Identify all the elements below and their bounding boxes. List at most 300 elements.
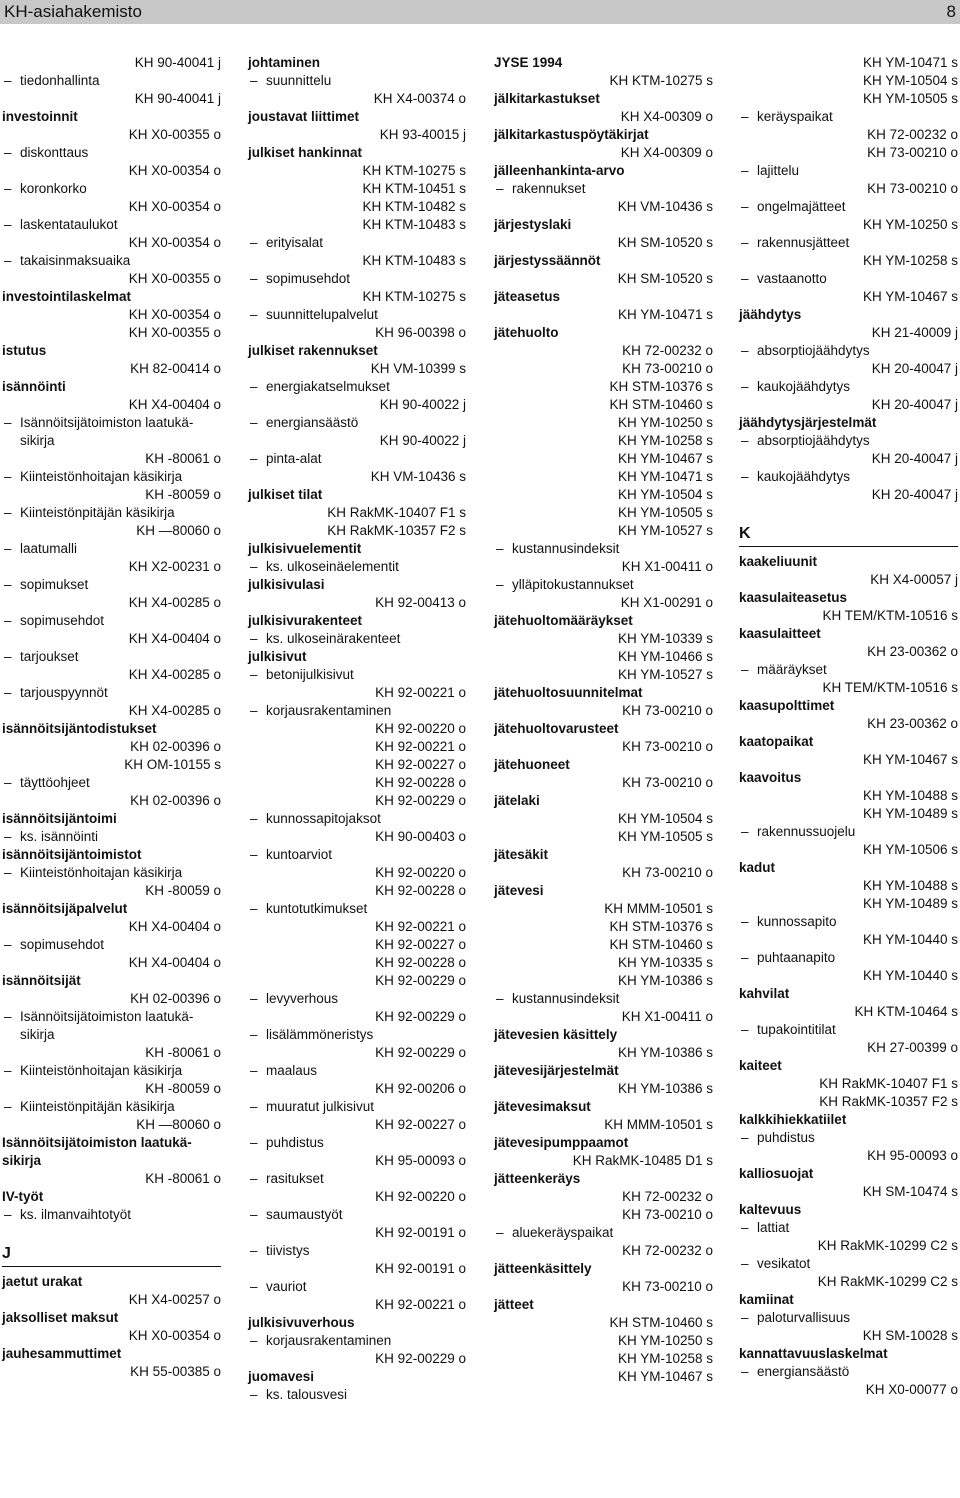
- index-reference: KH 73-00210 o: [622, 865, 713, 880]
- index-heading: juomavesi: [248, 1369, 315, 1384]
- index-heading: investointilaskelmat: [2, 289, 132, 304]
- index-heading: JYSE 1994: [494, 55, 563, 70]
- index-reference: KH KTM-10483 s: [362, 217, 466, 232]
- index-reference: KH 27-00399 o: [867, 1040, 958, 1055]
- index-reference: KH 92-00229 o: [375, 793, 466, 808]
- index-heading: isännöitsijäntoimistot: [2, 847, 142, 862]
- index-subentry: – tiivistys: [248, 1242, 466, 1260]
- index-reference: KH X4-00374 o: [373, 91, 466, 106]
- index-reference: KH YM-10386 s: [617, 973, 713, 988]
- index-heading: jätteenkeräys: [494, 1171, 581, 1186]
- index-reference: KH SM-10520 s: [617, 271, 713, 286]
- index-reference: KH YM-10335 s: [617, 955, 713, 970]
- index-subentry: – rakennusjätteet: [739, 234, 958, 252]
- index-heading: jätevesi: [494, 883, 544, 898]
- index-reference: KH 92-00221 o: [375, 685, 466, 700]
- index-subentry: – kunnossapitojaksot: [248, 810, 466, 828]
- index-reference: KH YM-10250 s: [862, 217, 958, 232]
- index-reference: KH 72-00232 o: [867, 127, 958, 142]
- index-subentry: – laskentataulukot: [2, 216, 221, 234]
- index-reference: KH YM-10250 s: [617, 415, 713, 430]
- index-reference: KH YM-10527 s: [617, 667, 713, 682]
- index-heading: isännöitsijäpalvelut: [2, 901, 128, 916]
- index-subentry: – täyttöohjeet: [2, 774, 221, 792]
- index-column-3: [494, 54, 713, 1386]
- spacer: [2, 1234, 221, 1244]
- index-reference: KH X0-00354 o: [128, 307, 221, 322]
- page-number: 8: [946, 2, 956, 21]
- index-subentry: – sopimukset: [2, 576, 221, 594]
- index-reference: KH 02-00396 o: [130, 739, 221, 754]
- index-heading: joustavat liittimet: [248, 109, 360, 124]
- index-reference: KH X0-00077 o: [865, 1382, 958, 1397]
- index-reference: KH YM-10488 s: [862, 878, 958, 893]
- index-reference: KH KTM-10464 s: [854, 1004, 958, 1019]
- index-heading: kaakeliuunit: [739, 554, 818, 569]
- index-reference: KH STM-10376 s: [609, 919, 713, 934]
- index-subentry: – aluekeräyspaikat: [494, 1224, 713, 1242]
- index-reference: KH X4-00404 o: [128, 631, 221, 646]
- index-subentry: – puhdistus: [248, 1134, 466, 1152]
- index-subentry: – energiansäästö: [248, 414, 466, 432]
- index-reference: KH 72-00232 o: [622, 343, 713, 358]
- index-reference: KH 90-40022 j: [379, 433, 466, 448]
- index-column-4: [739, 54, 958, 1399]
- index-reference: KH 02-00396 o: [130, 793, 221, 808]
- index-heading: jätehuoltosuunnitelmat: [494, 685, 643, 700]
- index-reference: KH X0-00354 o: [128, 235, 221, 250]
- index-subentry: – tarjoukset: [2, 648, 221, 666]
- index-reference: KH VM-10436 s: [370, 469, 466, 484]
- index-subentry: – Kiinteistönhoitajan käsikirja: [2, 864, 221, 882]
- index-heading: kaasulaitteet: [739, 626, 821, 641]
- index-reference: KH 72-00232 o: [622, 1243, 713, 1258]
- index-heading: kahvilat: [739, 986, 790, 1001]
- index-reference: KH X1-00291 o: [620, 595, 713, 610]
- index-reference: KH RakMK-10407 F1 s: [819, 1076, 958, 1091]
- index-reference: KH 92-00206 o: [375, 1081, 466, 1096]
- index-heading: kaasulaiteasetus: [739, 590, 848, 605]
- index-reference: KH YM-10386 s: [617, 1081, 713, 1096]
- index-reference: KH STM-10460 s: [609, 397, 713, 412]
- index-reference: KH 92-00228 o: [375, 775, 466, 790]
- index-reference: KH KTM-10275 s: [362, 163, 466, 178]
- index-heading: kadut: [739, 860, 776, 875]
- index-subentry: – rasitukset: [248, 1170, 466, 1188]
- index-heading: jälleenhankinta-arvo: [494, 163, 625, 178]
- index-reference: KH RakMK-10485 D1 s: [572, 1153, 713, 1168]
- index-reference: KH X4-00309 o: [620, 109, 713, 124]
- section-rule: [2, 1266, 221, 1267]
- index-reference: KH YM-10258 s: [617, 433, 713, 448]
- index-heading: jätehuolto: [494, 325, 559, 340]
- index-reference: KH YM-10440 s: [862, 968, 958, 983]
- index-heading: jätelaki: [494, 793, 540, 808]
- index-heading: jäteasetus: [494, 289, 561, 304]
- index-reference: KH 92-00227 o: [375, 1117, 466, 1132]
- index-reference: KH RakMK-10299 C2 s: [817, 1274, 958, 1289]
- index-reference: KH KTM-10275 s: [362, 289, 466, 304]
- index-subentry: – tiedonhallinta: [2, 72, 221, 90]
- index-subentry: – puhtaanapito: [739, 949, 958, 967]
- index-reference: KH 92-00228 o: [375, 955, 466, 970]
- index-reference: KH MMM-10501 s: [604, 901, 713, 916]
- index-subentry: – kunnossapito: [739, 913, 958, 931]
- index-reference: KH 90-40022 j: [379, 397, 466, 412]
- index-reference: KH VM-10399 s: [370, 361, 466, 376]
- index-reference: KH STM-10376 s: [609, 379, 713, 394]
- index-heading: julkisivulasi: [248, 577, 325, 592]
- index-subentry: – ks. ulkoseinärakenteet: [248, 630, 466, 648]
- index-subentry: – laatumalli: [2, 540, 221, 558]
- index-reference: KH 92-00191 o: [375, 1261, 466, 1276]
- index-subentry: – sopimusehdot: [2, 612, 221, 630]
- index-subentry: – paloturvallisuus: [739, 1309, 958, 1327]
- spacer: [2, 1224, 221, 1234]
- index-subentry: – puhdistus: [739, 1129, 958, 1147]
- index-reference: KH YM-10258 s: [862, 253, 958, 268]
- index-reference: KH YM-10467 s: [862, 752, 958, 767]
- section-letter: J: [2, 1245, 11, 1262]
- index-reference: KH YM-10386 s: [617, 1045, 713, 1060]
- index-reference: KH YM-10504 s: [617, 811, 713, 826]
- index-reference: KH 55-00385 o: [130, 1364, 221, 1379]
- spacer: [739, 514, 958, 524]
- index-subentry: – vauriot: [248, 1278, 466, 1296]
- index-reference: KH YM-10527 s: [617, 523, 713, 538]
- index-reference: KH 92-00220 o: [375, 1189, 466, 1204]
- index-reference: KH YM-10505 s: [617, 829, 713, 844]
- index-heading: järjestyslaki: [494, 217, 572, 232]
- index-subentry: – betonijulkisivut: [248, 666, 466, 684]
- index-reference: KH 73-00210 o: [622, 1279, 713, 1294]
- index-subentry: – Kiinteistönhoitajan käsikirja: [2, 468, 221, 486]
- index-continuation: sikirja: [20, 433, 55, 448]
- index-reference: KH 73-00210 o: [622, 775, 713, 790]
- index-reference: KH 73-00210 o: [622, 739, 713, 754]
- index-subentry: – kaukojäähdytys: [739, 378, 958, 396]
- index-reference: KH X4-00285 o: [128, 667, 221, 682]
- spacer: [739, 504, 958, 514]
- index-reference: KH YM-10250 s: [617, 1333, 713, 1348]
- index-heading: kaatopaikat: [739, 734, 814, 749]
- index-reference: KH X1-00411 o: [621, 559, 713, 574]
- index-subentry: – rakennukset: [494, 180, 713, 198]
- index-subentry: – ks. talousvesi: [248, 1386, 466, 1404]
- index-reference: KH KTM-10483 s: [362, 253, 466, 268]
- index-heading: julkisivut: [248, 649, 307, 664]
- index-reference: KH X2-00231 o: [128, 559, 221, 574]
- index-reference: KH 92-00228 o: [375, 883, 466, 898]
- index-reference: KH -80061 o: [145, 1045, 221, 1060]
- index-reference: KH YM-10488 s: [862, 788, 958, 803]
- index-subentry: – levyverhous: [248, 990, 466, 1008]
- index-reference: KH X0-00355 o: [128, 271, 221, 286]
- index-heading: järjestyssäännöt: [494, 253, 601, 268]
- index-reference: KH 82-00414 o: [130, 361, 221, 376]
- index-reference: KH 92-00227 o: [375, 937, 466, 952]
- index-subentry: – pinta-alat: [248, 450, 466, 468]
- index-reference: KH X4-00285 o: [128, 595, 221, 610]
- index-reference: KH SM-10028 s: [862, 1328, 958, 1343]
- index-heading: julkiset hankinnat: [248, 145, 363, 160]
- index-heading: jaksolliset maksut: [2, 1310, 119, 1325]
- index-subentry: – koronkorko: [2, 180, 221, 198]
- index-heading: kaavoitus: [739, 770, 802, 785]
- index-heading: kaiteet: [739, 1058, 782, 1073]
- index-subentry: – kuntotutkimukset: [248, 900, 466, 918]
- index-subentry: – sopimusehdot: [2, 936, 221, 954]
- index-subentry: – kuntoarviot: [248, 846, 466, 864]
- index-subentry: – lisälämmöneristys: [248, 1026, 466, 1044]
- index-subentry: – kaukojäähdytys: [739, 468, 958, 486]
- index-reference: KH -80061 o: [145, 451, 221, 466]
- index-reference: KH 23-00362 o: [867, 716, 958, 731]
- index-reference: KH 20-40047 j: [871, 487, 958, 502]
- index-reference: KH 73-00210 o: [622, 361, 713, 376]
- index-heading: jätevesimaksut: [494, 1099, 591, 1114]
- index-reference: KH X4-00404 o: [128, 919, 221, 934]
- index-column-2: [248, 54, 466, 1404]
- index-heading: isännöinti: [2, 379, 66, 394]
- index-heading: kalliosuojat: [739, 1166, 814, 1181]
- section-rule: [739, 546, 958, 547]
- index-reference: KH KTM-10451 s: [362, 181, 466, 196]
- index-subentry: – vastaanotto: [739, 270, 958, 288]
- index-reference: KH 92-00227 o: [375, 757, 466, 772]
- index-subentry: – tupakointitilat: [739, 1021, 958, 1039]
- index-subentry: – diskonttaus: [2, 144, 221, 162]
- index-reference: KH STM-10460 s: [609, 937, 713, 952]
- index-heading: julkiset rakennukset: [248, 343, 378, 358]
- index-reference: KH 73-00210 o: [622, 703, 713, 718]
- index-subentry: – absorptiojäähdytys: [739, 342, 958, 360]
- index-reference: KH X1-00411 o: [621, 1009, 713, 1024]
- index-subentry: – rakennussuojelu: [739, 823, 958, 841]
- index-reference: KH X4-00404 o: [128, 397, 221, 412]
- index-heading: jäähdytys: [739, 307, 802, 322]
- index-reference: KH 92-00221 o: [375, 739, 466, 754]
- index-heading: julkisivurakenteet: [248, 613, 363, 628]
- index-reference: KH RakMK-10299 C2 s: [817, 1238, 958, 1253]
- index-subentry: – energiansäästö: [739, 1363, 958, 1381]
- index-reference: KH SM-10474 s: [862, 1184, 958, 1199]
- index-continuation: sikirja: [20, 1027, 55, 1042]
- index-reference: KH X4-00309 o: [620, 145, 713, 160]
- index-subentry: – takaisinmaksuaika: [2, 252, 221, 270]
- index-reference: KH 90-00403 o: [375, 829, 466, 844]
- index-reference: KH YM-10489 s: [862, 896, 958, 911]
- index-subentry: – absorptiojäähdytys: [739, 432, 958, 450]
- index-subentry: – kustannusindeksit: [494, 990, 713, 1008]
- page-header: [0, 0, 960, 24]
- index-reference: KH YM-10504 s: [862, 73, 958, 88]
- index-reference: KH 96-00398 o: [375, 325, 466, 340]
- index-reference: KH 95-00093 o: [375, 1153, 466, 1168]
- index-reference: KH YM-10505 s: [862, 91, 958, 106]
- index-subentry: – maalaus: [248, 1062, 466, 1080]
- index-reference: KH YM-10466 s: [617, 649, 713, 664]
- index-subentry: – Isännöitsijätoimiston laatukä-: [2, 1008, 221, 1026]
- index-subentry: – saumaustyöt: [248, 1206, 466, 1224]
- index-heading: jälkitarkastuspöytäkirjat: [494, 127, 649, 142]
- index-reference: KH 90-40041 j: [134, 91, 221, 106]
- index-subentry: – määräykset: [739, 661, 958, 679]
- index-reference: KH 20-40047 j: [871, 361, 958, 376]
- index-heading: Isännöitsijätoimiston laatukä-: [2, 1135, 192, 1150]
- index-reference: KH YM-10467 s: [617, 451, 713, 466]
- index-heading: isännöitsijät: [2, 973, 81, 988]
- section-letter: K: [739, 525, 751, 542]
- index-reference: KH -80059 o: [145, 487, 221, 502]
- index-reference: KH 92-00413 o: [375, 595, 466, 610]
- index-heading: jätehuoltomääräykset: [494, 613, 633, 628]
- index-reference: KH 92-00229 o: [375, 1351, 466, 1366]
- index-subentry: – Kiinteistönpitäjän käsikirja: [2, 504, 221, 522]
- index-heading: jätesäkit: [494, 847, 549, 862]
- index-heading: jätteet: [494, 1297, 534, 1312]
- index-reference: KH YM-10471 s: [617, 307, 713, 322]
- index-heading: investoinnit: [2, 109, 78, 124]
- index-reference: KH OM-10155 s: [124, 757, 221, 772]
- index-subentry: – tarjouspyynnöt: [2, 684, 221, 702]
- index-subentry: – korjausrakentaminen: [248, 702, 466, 720]
- index-reference: KH 20-40047 j: [871, 397, 958, 412]
- index-reference: KH 21-40009 j: [871, 325, 958, 340]
- index-reference: KH TEM/KTM-10516 s: [822, 680, 958, 695]
- index-heading: isännöitsijäntodistukset: [2, 721, 157, 736]
- index-reference: KH 90-40041 j: [134, 55, 221, 70]
- index-reference: KH 93-40015 j: [379, 127, 466, 142]
- index-heading: kaasupolttimet: [739, 698, 835, 713]
- index-reference: KH MMM-10501 s: [604, 1117, 713, 1132]
- index-subentry: – muuratut julkisivut: [248, 1098, 466, 1116]
- index-reference: KH 92-00220 o: [375, 865, 466, 880]
- index-reference: KH 73-00210 o: [622, 1207, 713, 1222]
- index-subentry: – lajittelu: [739, 162, 958, 180]
- index-heading: jälkitarkastukset: [494, 91, 600, 106]
- index-reference: KH 95-00093 o: [867, 1148, 958, 1163]
- index-reference: KH YM-10339 s: [617, 631, 713, 646]
- index-subentry: – ks. isännöinti: [2, 828, 221, 846]
- index-reference: KH 23-00362 o: [867, 644, 958, 659]
- index-subentry: – keräyspaikat: [739, 108, 958, 126]
- index-reference: KH X0-00355 o: [128, 325, 221, 340]
- index-heading: julkiset tilat: [248, 487, 323, 502]
- index-heading: julkisivuelementit: [248, 541, 362, 556]
- index-reference: KH 20-40047 j: [871, 451, 958, 466]
- index-reference: KH KTM-10275 s: [609, 73, 713, 88]
- index-heading: jätehuoltovarusteet: [494, 721, 619, 736]
- index-reference: KH YM-10505 s: [617, 505, 713, 520]
- index-reference: KH -80061 o: [145, 1171, 221, 1186]
- index-reference: KH 92-00229 o: [375, 1009, 466, 1024]
- index-subentry: – energiakatselmukset: [248, 378, 466, 396]
- index-reference: KH 92-00229 o: [375, 1045, 466, 1060]
- index-reference: KH X4-00285 o: [128, 703, 221, 718]
- index-reference: KH VM-10436 s: [617, 199, 713, 214]
- index-subentry: – ongelmajätteet: [739, 198, 958, 216]
- index-reference: KH X4-00257 o: [128, 1292, 221, 1307]
- index-heading: jätteenkäsittely: [494, 1261, 592, 1276]
- index-reference: KH RakMK-10357 F2 s: [819, 1094, 958, 1109]
- index-heading: johtaminen: [248, 55, 321, 70]
- index-reference: KH 92-00221 o: [375, 1297, 466, 1312]
- index-reference: KH STM-10460 s: [609, 1315, 713, 1330]
- index-subentry: – Kiinteistönhoitajan käsikirja: [2, 1062, 221, 1080]
- index-subentry: – suunnittelupalvelut: [248, 306, 466, 324]
- index-reference: KH RakMK-10357 F2 s: [327, 523, 466, 538]
- index-subentry: – sopimusehdot: [248, 270, 466, 288]
- index-subentry: – kustannusindeksit: [494, 540, 713, 558]
- index-heading: julkisivuverhous: [248, 1315, 355, 1330]
- index-reference: KH 92-00220 o: [375, 721, 466, 736]
- index-reference: KH -80059 o: [145, 883, 221, 898]
- index-heading: sikirja: [2, 1153, 42, 1168]
- index-heading: jaetut urakat: [2, 1274, 83, 1289]
- index-heading: jätevesipumppaamot: [494, 1135, 629, 1150]
- header-title: KH-asiahakemisto: [4, 2, 142, 21]
- index-reference: KH YM-10467 s: [862, 289, 958, 304]
- index-heading: kaltevuus: [739, 1202, 802, 1217]
- index-reference: KH YM-10489 s: [862, 806, 958, 821]
- index-subentry: – korjausrakentaminen: [248, 1332, 466, 1350]
- index-reference: KH YM-10504 s: [617, 487, 713, 502]
- index-reference: KH YM-10471 s: [862, 55, 958, 70]
- index-reference: KH —80060 o: [136, 1117, 221, 1132]
- index-reference: KH X0-00354 o: [128, 1328, 221, 1343]
- index-column-1: [2, 54, 221, 1381]
- index-heading: kannattavuuslaskelmat: [739, 1346, 888, 1361]
- index-reference: KH SM-10520 s: [617, 235, 713, 250]
- index-reference: KH YM-10440 s: [862, 932, 958, 947]
- index-heading: jätevesijärjestelmät: [494, 1063, 619, 1078]
- index-heading: isännöitsijäntoimi: [2, 811, 117, 826]
- index-heading: IV-työt: [2, 1189, 44, 1204]
- index-reference: KH YM-10258 s: [617, 1351, 713, 1366]
- index-heading: kalkkihiekkatiilet: [739, 1112, 847, 1127]
- index-heading: jätehuoneet: [494, 757, 570, 772]
- index-heading: jäähdytysjärjestelmät: [739, 415, 877, 430]
- index-reference: KH -80059 o: [145, 1081, 221, 1096]
- index-subentry: – ylläpitokustannukset: [494, 576, 713, 594]
- index-reference: KH X0-00354 o: [128, 199, 221, 214]
- index-reference: KH X0-00354 o: [128, 163, 221, 178]
- index-subentry: – ks. ilmanvaihtotyöt: [2, 1206, 221, 1224]
- index-reference: KH —80060 o: [136, 523, 221, 538]
- index-heading: istutus: [2, 343, 47, 358]
- index-reference: KH KTM-10482 s: [362, 199, 466, 214]
- index-reference: KH 02-00396 o: [130, 991, 221, 1006]
- index-reference: KH 72-00232 o: [622, 1189, 713, 1204]
- index-subentry: – lattiat: [739, 1219, 958, 1237]
- index-reference: KH X0-00355 o: [128, 127, 221, 142]
- index-subentry: – Isännöitsijätoimiston laatukä-: [2, 414, 221, 432]
- index-reference: KH YM-10467 s: [617, 1369, 713, 1384]
- index-reference: KH X4-00057 j: [870, 572, 958, 587]
- index-heading: jauhesammuttimet: [2, 1346, 122, 1361]
- index-reference: KH 92-00229 o: [375, 973, 466, 988]
- index-reference: KH RakMK-10407 F1 s: [327, 505, 466, 520]
- index-reference: KH 73-00210 o: [867, 181, 958, 196]
- index-reference: KH YM-10506 s: [862, 842, 958, 857]
- index-subentry: – vesikatot: [739, 1255, 958, 1273]
- index-heading: jätevesien käsittely: [494, 1027, 618, 1042]
- index-reference: KH TEM/KTM-10516 s: [822, 608, 958, 623]
- index-reference: KH X4-00404 o: [128, 955, 221, 970]
- index-heading: kamiinat: [739, 1292, 794, 1307]
- index-reference: KH 92-00191 o: [375, 1225, 466, 1240]
